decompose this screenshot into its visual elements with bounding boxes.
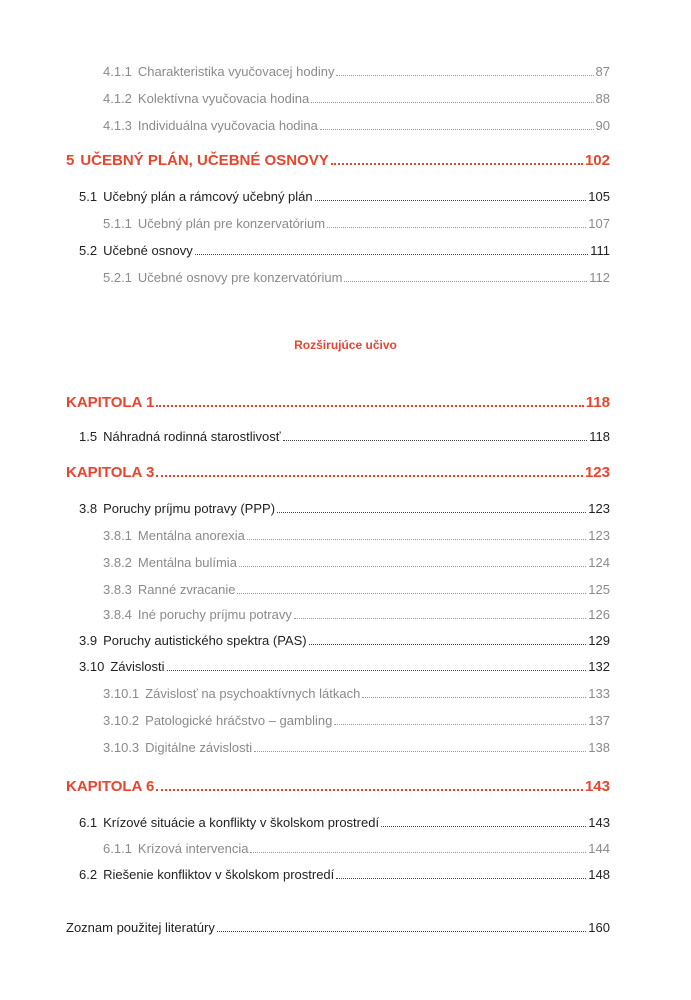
dot-leader bbox=[277, 512, 586, 513]
entry-page: 123 bbox=[588, 528, 610, 543]
dot-leader bbox=[294, 618, 586, 619]
chapter-label: UČEBNÝ PLÁN, UČEBNÉ OSNOVY bbox=[80, 152, 329, 169]
toc-entry-3-8-2[interactable] bbox=[103, 555, 610, 570]
entry-page: 105 bbox=[588, 189, 610, 204]
dot-leader bbox=[336, 75, 593, 76]
entry-page: 148 bbox=[588, 867, 610, 882]
toc-kapitola-6[interactable] bbox=[66, 778, 610, 795]
dot-leader bbox=[327, 227, 586, 228]
entry-label: Krízové situácie a konflikty v školskom prostredí bbox=[103, 815, 380, 830]
toc-entry-5-2-1[interactable] bbox=[103, 270, 610, 285]
entry-page: 133 bbox=[588, 686, 610, 701]
entry-page: 125 bbox=[588, 582, 610, 597]
entry-number: 3.10.1 bbox=[103, 686, 140, 701]
toc-kapitola-1[interactable] bbox=[66, 394, 610, 411]
dot-leader bbox=[381, 826, 586, 827]
entry-number: 5.1 bbox=[79, 189, 98, 204]
toc-entry-3-8-3[interactable] bbox=[103, 582, 610, 597]
entry-label: Závislosť na psychoaktívnych látkach bbox=[145, 686, 361, 701]
toc-entry-6-1-1[interactable] bbox=[103, 841, 610, 856]
entry-page: 132 bbox=[588, 659, 610, 674]
toc-entry-4-1-3[interactable] bbox=[103, 118, 610, 133]
entry-number: 3.8.4 bbox=[103, 607, 132, 622]
entry-number: 5.2 bbox=[79, 243, 98, 258]
toc-entry-3-10-3[interactable] bbox=[103, 740, 610, 755]
entry-label: Iné poruchy príjmu potravy bbox=[137, 607, 292, 622]
toc-bibliography[interactable] bbox=[66, 920, 610, 935]
entry-number: 6.1 bbox=[79, 815, 98, 830]
entry-label: Závislosti bbox=[110, 659, 165, 674]
entry-number: 4.1.2 bbox=[103, 91, 132, 106]
dot-leader bbox=[156, 789, 583, 791]
entry-label: Digitálne závislosti bbox=[145, 740, 253, 755]
entry-label: Poruchy autistického spektra (PAS) bbox=[103, 633, 307, 648]
entry-number: 3.10.3 bbox=[103, 740, 140, 755]
entry-label: Učebný plán a rámcový učebný plán bbox=[103, 189, 313, 204]
dot-leader bbox=[336, 878, 586, 879]
dot-leader bbox=[156, 405, 583, 407]
entry-number: 3.10 bbox=[79, 659, 105, 674]
entry-page: 112 bbox=[589, 270, 610, 285]
toc-entry-5-1-1[interactable] bbox=[103, 216, 610, 231]
entry-label: Individuálna vyučovacia hodina bbox=[137, 118, 318, 133]
chapter-page: 143 bbox=[584, 778, 610, 795]
entry-label: Poruchy príjmu potravy (PPP) bbox=[103, 501, 276, 516]
entry-number: 3.8 bbox=[79, 501, 98, 516]
extension-section-title: Rozširujúce učivo bbox=[294, 338, 397, 352]
toc-entry-3-10-1[interactable] bbox=[103, 686, 610, 701]
entry-page: 88 bbox=[595, 91, 610, 106]
entry-label: Krízová intervencia bbox=[137, 841, 249, 856]
entry-page: 143 bbox=[588, 815, 610, 830]
entry-label: Patologické hráčstvo – gambling bbox=[145, 713, 333, 728]
toc-entry-5-1[interactable] bbox=[79, 189, 610, 204]
chapter-number: 5 bbox=[66, 152, 75, 169]
entry-number: 3.8.3 bbox=[103, 582, 132, 597]
dot-leader bbox=[320, 129, 594, 130]
chapter-label: KAPITOLA 3 bbox=[66, 464, 155, 481]
chapter-label: KAPITOLA 1 bbox=[66, 394, 155, 411]
entry-label: Riešenie konfliktov v školskom prostredí bbox=[103, 867, 335, 882]
dot-leader bbox=[331, 163, 583, 165]
entry-number: 5.2.1 bbox=[103, 270, 132, 285]
entry-number: 3.9 bbox=[79, 633, 98, 648]
entry-page: 126 bbox=[588, 607, 610, 622]
entry-label: Učebný plán pre konzervatórium bbox=[137, 216, 326, 231]
entry-number: 5.1.1 bbox=[103, 216, 132, 231]
entry-page: 90 bbox=[595, 118, 610, 133]
entry-label: Kolektívna vyučovacia hodina bbox=[137, 91, 310, 106]
toc-entry-5-2[interactable] bbox=[79, 243, 610, 258]
dot-leader bbox=[237, 593, 586, 594]
entry-page: 144 bbox=[588, 841, 610, 856]
toc-entry-3-10[interactable] bbox=[79, 659, 610, 674]
chapter-label: KAPITOLA 6 bbox=[66, 778, 155, 795]
toc-entry-3-8-1[interactable] bbox=[103, 528, 610, 543]
bibliography-label: Zoznam použitej literatúry bbox=[66, 920, 215, 935]
dot-leader bbox=[247, 539, 586, 540]
entry-page: 107 bbox=[588, 216, 610, 231]
toc-entry-3-9[interactable] bbox=[79, 633, 610, 648]
dot-leader bbox=[156, 475, 583, 477]
entry-number: 4.1.1 bbox=[103, 64, 132, 79]
toc-entry-3-8-4[interactable] bbox=[103, 607, 610, 622]
toc-entry-3-10-2[interactable] bbox=[103, 713, 610, 728]
toc-entry-6-2[interactable] bbox=[79, 867, 610, 882]
entry-label: Mentálna bulímia bbox=[137, 555, 237, 570]
toc-entry-4-1-2[interactable] bbox=[103, 91, 610, 106]
entry-label: Ranné zvracanie bbox=[137, 582, 236, 597]
entry-number: 3.10.2 bbox=[103, 713, 140, 728]
dot-leader bbox=[315, 200, 587, 201]
entry-label: Mentálna anorexia bbox=[137, 528, 245, 543]
entry-page: 111 bbox=[590, 243, 610, 258]
entry-number: 6.2 bbox=[79, 867, 98, 882]
dot-leader bbox=[309, 644, 587, 645]
entry-label: Charakteristika vyučovacej hodiny bbox=[137, 64, 335, 79]
dot-leader bbox=[195, 254, 589, 255]
toc-entry-6-1[interactable] bbox=[79, 815, 610, 830]
entry-page: 123 bbox=[588, 501, 610, 516]
entry-page: 138 bbox=[588, 740, 610, 755]
dot-leader bbox=[239, 566, 586, 567]
entry-page: 124 bbox=[588, 555, 610, 570]
entry-label: Učebné osnovy bbox=[103, 243, 193, 258]
bibliography-page: 160 bbox=[588, 920, 610, 935]
entry-number: 4.1.3 bbox=[103, 118, 132, 133]
entry-label: Náhradná rodinná starostlivosť bbox=[103, 429, 281, 444]
toc-entry-1-5[interactable] bbox=[79, 429, 610, 444]
dot-leader bbox=[254, 751, 586, 752]
chapter-page: 102 bbox=[584, 152, 610, 169]
entry-number: 6.1.1 bbox=[103, 841, 132, 856]
dot-leader bbox=[217, 931, 586, 932]
chapter-page: 118 bbox=[585, 394, 610, 411]
toc-chapter-5[interactable] bbox=[66, 152, 610, 169]
toc-entry-3-8[interactable] bbox=[79, 501, 610, 516]
toc-entry-4-1-1[interactable] bbox=[103, 64, 610, 79]
dot-leader bbox=[334, 724, 586, 725]
entry-label: Učebné osnovy pre konzervatórium bbox=[137, 270, 343, 285]
dot-leader bbox=[250, 852, 586, 853]
entry-page: 87 bbox=[595, 64, 610, 79]
dot-leader bbox=[311, 102, 593, 103]
dot-leader bbox=[362, 697, 586, 698]
dot-leader bbox=[344, 281, 587, 282]
entry-page: 118 bbox=[589, 429, 610, 444]
dot-leader bbox=[167, 670, 587, 671]
entry-number: 3.8.1 bbox=[103, 528, 132, 543]
toc-kapitola-3[interactable] bbox=[66, 464, 610, 481]
entry-page: 129 bbox=[588, 633, 610, 648]
entry-number: 3.8.2 bbox=[103, 555, 132, 570]
entry-page: 137 bbox=[588, 713, 610, 728]
entry-number: 1.5 bbox=[79, 429, 98, 444]
chapter-page: 123 bbox=[584, 464, 610, 481]
dot-leader bbox=[283, 440, 588, 441]
